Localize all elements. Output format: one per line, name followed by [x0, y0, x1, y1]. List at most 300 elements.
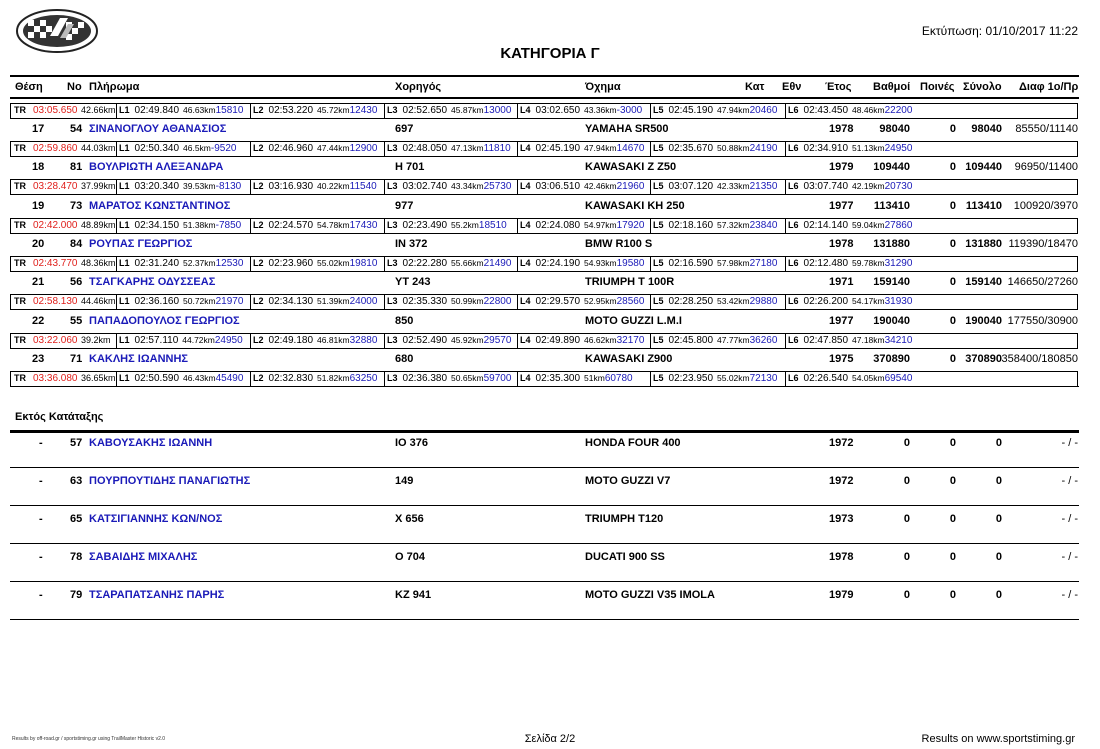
sponsor: Η 701	[395, 161, 425, 173]
difference: - / -	[1061, 475, 1078, 487]
lap-distance: 55.02km	[317, 258, 350, 268]
lap-cell	[253, 334, 385, 347]
lap-distance: 59.78km	[852, 258, 885, 268]
lap-time: 02:12.480	[803, 258, 849, 269]
lap-divider	[517, 179, 518, 195]
lap-cell	[253, 180, 385, 193]
sponsor: 149	[395, 475, 414, 487]
points: 113410	[873, 200, 910, 212]
lap-cell	[119, 104, 251, 117]
penalties: 0	[949, 437, 956, 449]
lap-distance: 55.02km	[717, 373, 750, 383]
lap-time: 02:16.590	[668, 258, 714, 269]
lap-tag: L5	[653, 105, 664, 115]
lap-distance: 47.94km	[717, 105, 750, 115]
lap-distance: 45.72km	[317, 105, 350, 115]
penalties: 0	[949, 353, 956, 365]
row-rule	[10, 619, 1079, 620]
row-rule	[10, 543, 1079, 544]
difference: - / -	[1061, 437, 1078, 449]
lap-split: 63250	[349, 373, 378, 384]
col-nat: Εθν	[782, 81, 802, 93]
lap-tag: L4	[520, 296, 531, 306]
sponsor: ΙΟ 376	[395, 437, 429, 449]
lap-cell	[119, 142, 251, 155]
lap-distance: 51.38km	[183, 220, 216, 230]
lap-distance: 47.44km	[317, 143, 350, 153]
penalties: 0	[949, 315, 956, 327]
vehicle: DUCATI 900 SS	[585, 551, 665, 563]
lap-distance: 59.04km	[852, 220, 885, 230]
lap-divider	[785, 371, 786, 387]
lap-split: 17920	[616, 220, 645, 231]
lap-distance: 47.13km	[451, 143, 484, 153]
position: -	[39, 475, 43, 487]
lap-time: 02:57.110	[134, 335, 179, 346]
lap-cell	[653, 257, 786, 270]
lap-cell	[119, 219, 251, 232]
vehicle: BMW R100 S	[585, 238, 653, 250]
lap-tag: L5	[653, 373, 664, 383]
lap-time: 02:28.250	[668, 296, 714, 307]
lap-divider	[650, 294, 651, 310]
penalties: 0	[949, 123, 956, 135]
year: 1978	[829, 123, 854, 135]
total: 159140	[965, 276, 1002, 288]
lap-divider	[785, 218, 786, 234]
results-bottom-rule	[10, 386, 1079, 387]
lap-cell	[119, 295, 251, 308]
tr-distance: 44.46km	[81, 296, 116, 306]
lap-tag-tr	[14, 180, 26, 193]
lap-tag: L4	[520, 105, 531, 115]
crew-name: ΚΑΒΟΥΣΑΚΗΣ ΙΩΑΝΝΗ	[89, 437, 213, 449]
lap-tag: L1	[119, 335, 130, 345]
sponsor: IN 372	[395, 238, 428, 250]
lap-tag: TR	[14, 296, 26, 306]
total: 370890	[965, 353, 1002, 365]
lap-cell	[119, 372, 251, 385]
vehicle: MOTO GUZZI L.M.I	[585, 315, 682, 327]
position: -	[39, 513, 43, 525]
lap-split: 12530	[215, 258, 244, 269]
lap-time: 02:31.240	[134, 258, 180, 269]
lap-distance: 42.19km	[852, 181, 885, 191]
lap-divider	[517, 256, 518, 272]
col-points: Βαθμοί	[873, 81, 911, 93]
lap-divider	[116, 371, 117, 387]
race-number: 54	[70, 123, 83, 135]
lap-split: 32170	[616, 335, 645, 346]
penalties: 0	[949, 200, 956, 212]
difference: - / -	[1061, 589, 1078, 601]
lap-split: 22200	[884, 105, 913, 116]
lap-time: 02:26.200	[803, 296, 849, 307]
lap-tag: L6	[788, 335, 799, 345]
lap-cell	[520, 219, 651, 232]
lap-split: 13000	[483, 105, 512, 116]
lap-time: 02:48.050	[402, 143, 448, 154]
lap-tag: L5	[653, 335, 664, 345]
lap-cell	[387, 104, 518, 117]
lap-tag: L1	[119, 296, 130, 306]
vehicle: TRIUMPH T 100R	[585, 276, 675, 288]
lap-split: 19810	[349, 258, 378, 269]
vehicle: KAWASAKI KH 250	[585, 200, 685, 212]
lap-divider	[250, 371, 251, 387]
lap-divider	[785, 103, 786, 119]
lap-split: 19580	[616, 258, 645, 269]
lap-time: 02:18.160	[668, 220, 714, 231]
lap-split: 17430	[349, 220, 378, 231]
lap-distance: 51km	[584, 373, 605, 383]
position: 18	[32, 161, 45, 173]
lap-split: 28560	[616, 296, 645, 307]
lap-split: 34210	[884, 335, 913, 346]
position: -	[39, 589, 43, 601]
penalties: 0	[949, 551, 956, 563]
lap-distance: 54.17km	[852, 296, 885, 306]
lap-tag: TR	[14, 143, 26, 153]
lap-tag: L2	[253, 258, 264, 268]
lap-time: 02:52.490	[402, 335, 448, 346]
col-diff: Διαφ 1ο/Πρ	[1019, 81, 1079, 93]
tr-time: 03:05.650	[33, 105, 78, 116]
lap-tag: L4	[520, 373, 531, 383]
col-sponsor: Χορηγός	[395, 81, 442, 93]
lap-divider	[517, 333, 518, 349]
race-number: 65	[70, 513, 83, 525]
lap-divider	[116, 103, 117, 119]
vehicle: YAMAHA SR500	[585, 123, 669, 135]
lap-distance: 50.99km	[451, 296, 484, 306]
sponsor: Ο 704	[395, 551, 425, 563]
lap-cell	[653, 180, 786, 193]
lap-time: 03:02.650	[535, 105, 581, 116]
sponsor: 977	[395, 200, 414, 212]
lap-divider	[650, 218, 651, 234]
lap-time: 02:26.540	[803, 373, 849, 384]
points: 0	[903, 589, 910, 601]
year: 1977	[829, 315, 854, 327]
col-crew: Πλήρωμα	[89, 81, 140, 93]
lap-divider	[785, 256, 786, 272]
lap-divider	[116, 256, 117, 272]
points: 190040	[873, 315, 910, 327]
difference: 146650/27260	[1007, 276, 1078, 288]
lap-tag: L6	[788, 258, 799, 268]
penalties: 0	[949, 276, 956, 288]
lap-time: 02:47.850	[803, 335, 849, 346]
tr-distance: 44.03km	[81, 143, 116, 153]
lap-divider	[785, 294, 786, 310]
tr-distance: 37.99km	[81, 181, 116, 191]
lap-split: -8130	[215, 181, 242, 192]
vehicle: MOTO GUZZI V7	[585, 475, 671, 487]
race-number: 56	[70, 276, 83, 288]
lap-tag: L4	[520, 143, 531, 153]
col-total: Σύνολο	[963, 81, 1002, 93]
sponsor: 850	[395, 315, 414, 327]
lap-cell	[253, 219, 385, 232]
lap-divider	[116, 141, 117, 157]
difference: 96950/11400	[1014, 161, 1078, 173]
lap-tag: L1	[119, 105, 130, 115]
lap-divider	[517, 141, 518, 157]
lap-tag: L3	[387, 258, 398, 268]
lap-time: 02:24.570	[268, 220, 314, 231]
tr-time: 02:43.770	[33, 258, 78, 269]
lap-time: 02:32.830	[268, 373, 314, 384]
crew-name: ΤΣΑΓΚΑΡΗΣ ΟΔΥΣΣΕΑΣ	[89, 276, 216, 288]
year: 1979	[829, 161, 854, 173]
lap-time: 02:35.330	[402, 296, 448, 307]
tr-distance: 42.66km	[81, 105, 116, 115]
points: 0	[903, 475, 910, 487]
difference: 85550/11140	[1015, 123, 1078, 135]
lap-distance: 51.82km	[317, 373, 350, 383]
lap-divider	[517, 294, 518, 310]
lap-divider	[384, 103, 385, 119]
lap-distance: 57.32km	[717, 220, 750, 230]
col-vehicle: Όχημα	[585, 81, 621, 93]
lap-cell	[653, 219, 786, 232]
crew-name: ΚΑΤΣΙΓΙΑΝΝΗΣ ΚΩΝ/ΝΟΣ	[89, 513, 223, 525]
lap-tag: L4	[520, 258, 531, 268]
position: 19	[32, 200, 45, 212]
footer-results-url: Results on www.sportstiming.gr	[921, 733, 1075, 745]
lap-tag: L3	[387, 296, 398, 306]
lap-tag: L5	[653, 258, 664, 268]
lap-time: 03:07.120	[668, 181, 714, 192]
vehicle: HONDA FOUR 400	[585, 437, 681, 449]
lap-tag-tr	[14, 295, 26, 308]
lap-divider	[785, 333, 786, 349]
lap-tag: L2	[253, 220, 264, 230]
lap-tag-tr	[14, 334, 26, 347]
total: 0	[995, 475, 1002, 487]
lap-divider	[384, 141, 385, 157]
lap-time: 02:24.080	[535, 220, 581, 231]
lap-cell	[653, 334, 786, 347]
difference: 119390/18470	[1008, 238, 1078, 250]
lap-time: 02:45.800	[668, 335, 714, 346]
lap-tag: L6	[788, 373, 799, 383]
lap-divider	[650, 256, 651, 272]
col-cat: Κατ	[745, 81, 765, 93]
lap-divider	[116, 218, 117, 234]
lap-distance: 50.72km	[183, 296, 216, 306]
lap-tag-tr	[14, 372, 26, 385]
sponsor: Χ 656	[395, 513, 424, 525]
lap-time: 02:50.590	[134, 373, 180, 384]
lap-tag: L5	[653, 143, 664, 153]
lap-tag: TR	[14, 220, 26, 230]
tr-distance: 39.2km	[81, 335, 111, 345]
lap-tag: L2	[253, 105, 264, 115]
total: 190040	[965, 315, 1002, 327]
lap-time: 02:23.950	[668, 373, 714, 384]
lap-time: 02:22.280	[402, 258, 448, 269]
lap-distance: 44.72km	[182, 335, 215, 345]
lap-cell	[520, 372, 651, 385]
lap-split: 24000	[349, 296, 378, 307]
year: 1972	[829, 437, 854, 449]
lap-divider	[650, 333, 651, 349]
lap-split: 69540	[884, 373, 913, 384]
lap-split: 60780	[604, 373, 633, 384]
lap-split: -3000	[616, 105, 643, 116]
vehicle: KAWASAKI Z Z50	[585, 161, 677, 173]
points: 0	[903, 437, 910, 449]
tr-time: 02:42.000	[33, 220, 78, 231]
header-top-rule	[10, 75, 1079, 77]
crew-name: ΠΑΠΑΔΟΠΟΥΛΟΣ ΓΕΩΡΓΙΟΣ	[89, 315, 240, 327]
race-number: 63	[70, 475, 83, 487]
position: 23	[32, 353, 45, 365]
lap-distance: 43.36km	[584, 105, 617, 115]
lap-time: 02:23.490	[402, 220, 448, 231]
lap-time: 02:34.910	[803, 143, 849, 154]
lap-tag: TR	[14, 335, 26, 345]
lap-split: 21350	[749, 181, 778, 192]
lap-cell	[387, 219, 518, 232]
lap-time: 02:45.190	[535, 143, 581, 154]
lap-cell	[788, 372, 920, 385]
lap-split: 25730	[483, 181, 512, 192]
lap-cell	[788, 334, 920, 347]
lap-distance: 54.93km	[584, 258, 617, 268]
lap-divider	[650, 103, 651, 119]
lap-distance: 46.43km	[183, 373, 216, 383]
lap-cell	[788, 104, 920, 117]
position: 21	[32, 276, 45, 288]
tr-time: 02:58.130	[33, 296, 78, 307]
lap-time: 03:07.740	[803, 181, 849, 192]
difference: 100920/3970	[1013, 200, 1078, 212]
lap-cell	[520, 104, 651, 117]
print-date: Εκτύπωση: 01/10/2017 11:22	[921, 24, 1078, 38]
sponsor: 680	[395, 353, 414, 365]
points: 370890	[873, 353, 910, 365]
lap-tag: L3	[387, 105, 398, 115]
lap-tag: TR	[14, 105, 26, 115]
lap-split: 20730	[884, 181, 913, 192]
lap-time: 02:50.340	[134, 143, 180, 154]
lap-split: 12430	[349, 105, 378, 116]
sponsor: ΚΖ 941	[395, 589, 432, 601]
position: 22	[32, 315, 45, 327]
lap-distance: 51.39km	[317, 296, 350, 306]
lap-cell	[520, 142, 651, 155]
lap-divider	[650, 371, 651, 387]
lap-cell	[520, 257, 651, 270]
lap-tag: L6	[788, 296, 799, 306]
year: 1978	[829, 551, 854, 563]
lap-split: 45490	[215, 373, 244, 384]
lap-distance: 47.77km	[717, 335, 750, 345]
race-number: 81	[70, 161, 83, 173]
lap-cell	[253, 295, 385, 308]
lap-split: 24190	[749, 143, 778, 154]
lap-divider	[250, 179, 251, 195]
lap-distance: 46.81km	[317, 335, 350, 345]
lap-tag: L5	[653, 220, 664, 230]
lap-time: 03:20.340	[134, 181, 180, 192]
sponsor: YT 243	[395, 276, 431, 288]
lap-cell	[520, 334, 651, 347]
lap-split: 27180	[749, 258, 778, 269]
year: 1972	[829, 475, 854, 487]
lap-tag-tr	[14, 142, 26, 155]
lap-tag: L1	[119, 258, 130, 268]
col-pos: Θέση	[15, 81, 43, 93]
lap-cell	[788, 257, 920, 270]
lap-tag: L2	[253, 143, 264, 153]
lap-tag-tr	[14, 257, 26, 270]
lap-split: 14670	[616, 143, 645, 154]
difference: - / -	[1061, 551, 1078, 563]
lap-divider	[785, 179, 786, 195]
year: 1979	[829, 589, 854, 601]
race-number: 79	[70, 589, 83, 601]
lap-split: 36260	[749, 335, 778, 346]
lap-distance: 48.46km	[852, 105, 885, 115]
lap-divider	[384, 256, 385, 272]
difference: - / -	[1061, 513, 1078, 525]
lap-divider	[384, 218, 385, 234]
tr-time: 03:28.470	[33, 181, 78, 192]
lap-tag: L6	[788, 220, 799, 230]
lap-cell	[387, 257, 518, 270]
position: -	[39, 437, 43, 449]
lap-time: 02:45.190	[668, 105, 714, 116]
lap-time: 02:35.300	[535, 373, 581, 384]
lap-split: 27860	[884, 220, 913, 231]
crew-name: ΚΑΚΛΗΣ ΙΩΑΝΝΗΣ	[89, 353, 189, 365]
lap-tag: L5	[653, 181, 664, 191]
lap-tag: L3	[387, 220, 398, 230]
total: 131880	[965, 238, 1002, 250]
lap-divider	[116, 333, 117, 349]
lap-split: 23840	[749, 220, 778, 231]
lap-split: 15810	[215, 105, 244, 116]
lap-distance: 52.37km	[183, 258, 216, 268]
lap-tag: L3	[387, 143, 398, 153]
lap-tag: TR	[14, 181, 26, 191]
lap-time: 02:53.220	[268, 105, 314, 116]
lap-divider	[517, 371, 518, 387]
lap-cell	[788, 180, 920, 193]
lap-time: 02:34.130	[268, 296, 314, 307]
lap-cell	[653, 295, 786, 308]
lap-time: 02:35.670	[668, 143, 714, 154]
excluded-top-rule	[10, 430, 1079, 433]
lap-split: 11540	[349, 181, 377, 192]
lap-divider	[785, 141, 786, 157]
lap-time: 02:43.450	[803, 105, 849, 116]
lap-split: 22800	[483, 296, 512, 307]
lap-distance: 54.78km	[317, 220, 350, 230]
lap-cell	[253, 257, 385, 270]
position: 17	[32, 123, 45, 135]
lap-time: 02:36.380	[402, 373, 448, 384]
lap-tag: L3	[387, 335, 398, 345]
lap-split: 24950	[214, 335, 243, 346]
lap-split: 31930	[884, 296, 913, 307]
lap-divider	[650, 179, 651, 195]
lap-tag: L2	[253, 296, 264, 306]
